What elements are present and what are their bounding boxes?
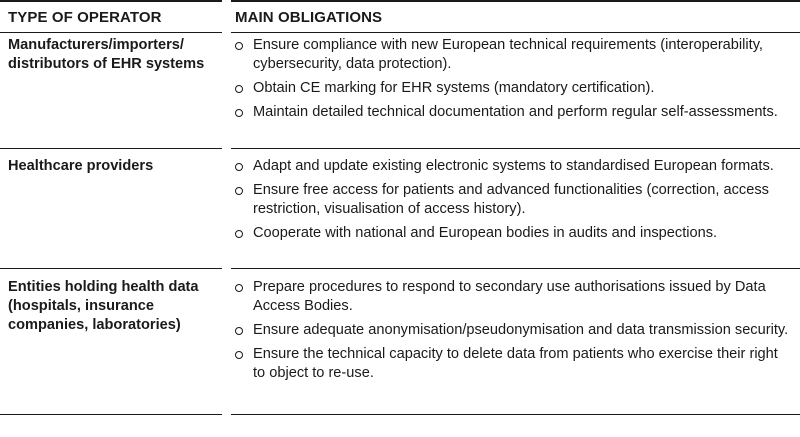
table-bottom-rule-right <box>231 414 800 415</box>
obligation-text: Obtain CE marking for EHR systems (mandatory certification). <box>253 80 655 96</box>
list-item <box>233 345 793 383</box>
obligations-list <box>233 157 793 243</box>
list-item <box>233 321 793 340</box>
obligation-text: Ensure adequate anonymisation/pseudonymisation and data transmission security. <box>253 322 789 338</box>
bullet-icon <box>235 327 243 335</box>
header-bottom-rule-left <box>0 32 222 33</box>
obligation-text: Maintain detailed technical documentation and perform regular self-assessments. <box>253 104 778 120</box>
bullet-icon <box>235 163 243 171</box>
obligation-text: Cooperate with national and European bodies in audits and inspections. <box>253 225 718 241</box>
row-separator-right <box>231 148 800 149</box>
obligation-text: Adapt and update existing electronic systems to standardised European formats. <box>253 158 774 174</box>
obligations-list <box>233 36 793 122</box>
bullet-icon <box>235 187 243 195</box>
list-item <box>233 157 793 176</box>
header-type-of-operator: TYPE OF OPERATOR <box>8 9 162 26</box>
list-item <box>233 224 793 243</box>
obligation-text: Ensure the technical capacity to delete data from patients who exercise their right to object to re-use. <box>253 346 778 381</box>
header-top-rule-right <box>231 0 800 2</box>
bullet-icon <box>235 284 243 292</box>
list-item <box>233 79 793 98</box>
obligation-text: Prepare procedures to respond to secondary use authorisations issued by Data Access Bodies. <box>253 279 766 314</box>
row-separator-right <box>231 268 800 269</box>
list-item <box>233 181 793 219</box>
row-separator-left <box>0 268 222 269</box>
list-item <box>233 103 793 122</box>
header-main-obligations: MAIN OBLIGATIONS <box>235 9 383 26</box>
obligations-list <box>233 278 793 383</box>
bullet-icon <box>235 42 243 50</box>
table-bottom-rule-left <box>0 414 222 415</box>
operator-cell: Entities holding health data (hospitals, insurance companies, laboratories) <box>8 279 199 333</box>
row-separator-left <box>0 148 222 149</box>
list-item <box>233 278 793 316</box>
operator-cell: Healthcare providers <box>8 158 154 174</box>
list-item <box>233 36 793 74</box>
header-bottom-rule-right <box>231 32 800 33</box>
obligation-text: Ensure free access for patients and advanced functionalities (correction, access restriction, visualisation of access history). <box>253 182 769 217</box>
bullet-icon <box>235 351 243 359</box>
bullet-icon <box>235 109 243 117</box>
bullet-icon <box>235 230 243 238</box>
header-top-rule-left <box>0 0 222 2</box>
bullet-icon <box>235 85 243 93</box>
obligation-text: Ensure compliance with new European technical requirements (interoperability, cybersecurity, data protection). <box>253 37 763 72</box>
operator-cell: Manufacturers/importers/ distributors of EHR systems <box>8 37 205 72</box>
